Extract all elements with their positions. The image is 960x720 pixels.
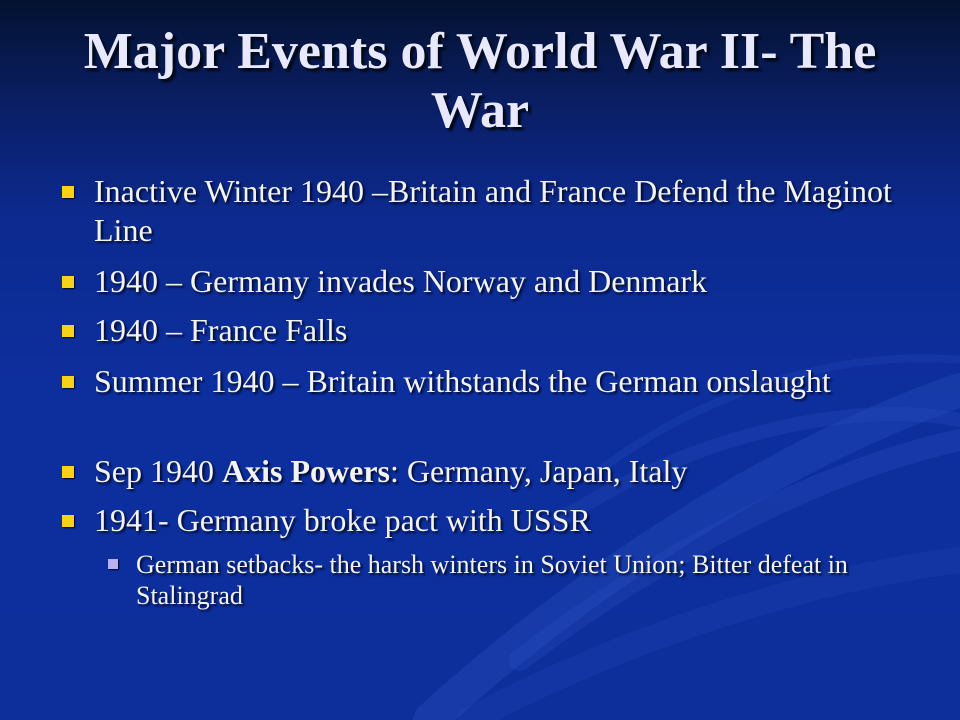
bullet-text: Summer 1940 – Britain withstands the German onslaught [94,363,831,399]
bullet-text: 1940 – France Falls [94,312,348,348]
bullet-item [94,452,894,491]
sub-bullet-text: German setbacks- the harsh winters in Soviet Union; Bitter defeat in Stalingrad [136,550,848,610]
bullet-item [94,311,894,350]
bullet-text-bold: Axis Powers [222,453,390,489]
square-bullet-icon [62,276,74,288]
bullet-item [94,172,894,250]
square-bullet-icon [62,325,74,337]
square-sub-bullet-icon [108,559,118,569]
bullet-text: Inactive Winter 1940 –Britain and France Defend the Maginot Line [94,173,892,248]
bullet-item [94,362,894,401]
sub-bullet-item [136,549,896,611]
square-bullet-icon [62,186,74,198]
bullet-item [94,501,894,540]
square-bullet-icon [62,466,74,478]
square-bullet-icon [62,515,74,527]
bullet-item [94,262,894,301]
square-bullet-icon [62,376,74,388]
slide-title: Major Events of World War II- The War [83,23,877,139]
bullet-text: 1940 – Germany invades Norway and Denmark [94,263,708,299]
bullet-text-prefix: Sep 1940 [94,453,222,489]
bullet-text-suffix: : Germany, Japan, Italy [389,453,688,489]
bullet-text: 1941- Germany broke pact with USSR [94,502,591,538]
